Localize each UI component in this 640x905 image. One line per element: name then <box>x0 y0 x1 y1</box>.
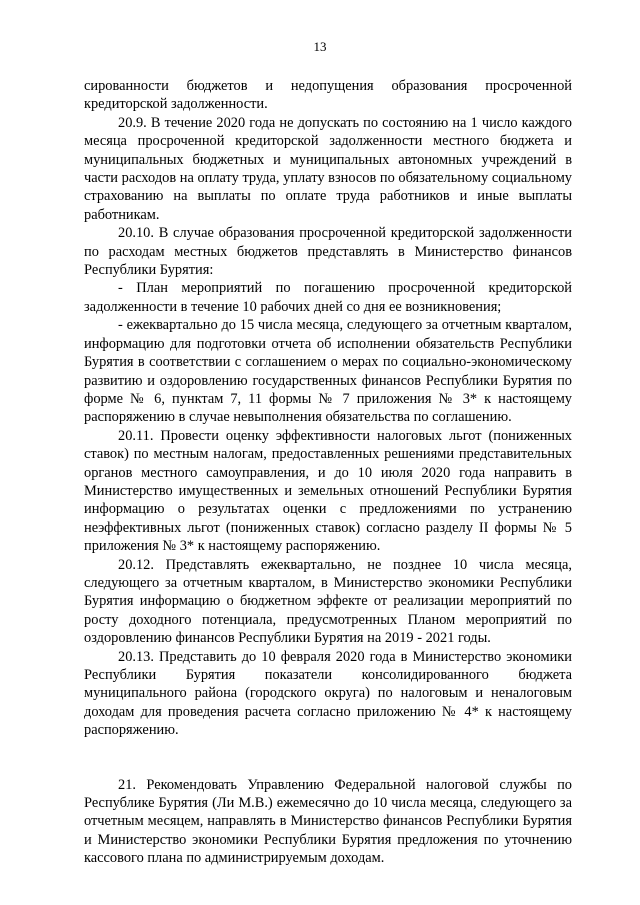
paragraph-continuation: сированности бюджетов и недопущения образования просроченной кредиторской задолженности. <box>84 78 572 113</box>
paragraph-20-12: 20.12. Представлять ежеквартально, не позднее 10 числа месяца, следующего за отчетным кварталом, в Министерство экономики Республики Бурятия информацию о бюджетном эффекте от реализации мероприятий по росту доходного потенциала, предусмотренных Планом мероприятий по оздоровлению финансов Республики Бурятия на 2019 - 2021 годы. <box>84 556 572 647</box>
paragraph-20-13: 20.13. Представить до 10 февраля 2020 года в Министерство экономики Республики Бурятия показатели консолидированного бюджета муниципального района (городского округа) по налоговым и неналоговым доходам для проведения расчета согласно приложению № 4* к настоящему распоряжению. <box>84 648 572 739</box>
paragraph-20-10-item-quarterly: - ежеквартально до 15 числа месяца, следующего за отчетным кварталом, информацию для подготовки отчета об исполнении обязательств Республики Бурятия в соответствии с соглашением о мерах по социально-экономическому развитию и оздоровлению государственных финансов Республики Бурятия по форме № 6, пунктам 7, 11 формы № 7 приложения № 3* к настоящему распоряжению в случае невыполнения обязательства по соглашению. <box>84 317 572 426</box>
paragraph-21: 21. Рекомендовать Управлению Федеральной налоговой службы по Республике Бурятия (Ли М.В.) ежемесячно до 10 числа месяца, следующего за отчетным месяцем, направлять в Министерство финансов Республики Бурятия и Министерство экономики Республики Бурятия предложения по уточнению кассового плана по администрируемым доходам. <box>84 776 572 867</box>
paragraph-20-11: 20.11. Провести оценку эффективности налоговых льгот (пониженных ставок) по местным налогам, предоставленных решениями представительных органов местного самоуправления, и до 10 июля 2020 года направить в Министерство имущественных и земельных отношений Республики Бурятия информацию о результатах оценки с предложениями по устранению неэффективных льгот (пониженных ставок) согласно разделу II формы № 5 приложения № 3* к настоящему распоряжению. <box>84 427 572 555</box>
paragraph-20-10-item-plan: - План мероприятий по погашению просроченной кредиторской задолженности в течение 10 рабочих дней со дня ее возникновения; <box>84 280 572 315</box>
paragraph-20-10: 20.10. В случае образования просроченной кредиторской задолженности по расходам местных бюджетов представлять в Министерство финансов Республики Бурятия: <box>84 225 572 279</box>
paragraph-20-9: 20.9. В течение 2020 года не допускать по состоянию на 1 число каждого месяца просроченной кредиторской задолженности местного бюджета и муниципальных бюджетных и муниципальных автономных учреждений в части расходов на оплату труда, уплату взносов по обязательному социальному страхованию на выплаты по оплате труда работников и иные выплаты работникам. <box>84 114 572 223</box>
page-number: 13 <box>313 39 327 54</box>
document-body <box>84 77 572 868</box>
